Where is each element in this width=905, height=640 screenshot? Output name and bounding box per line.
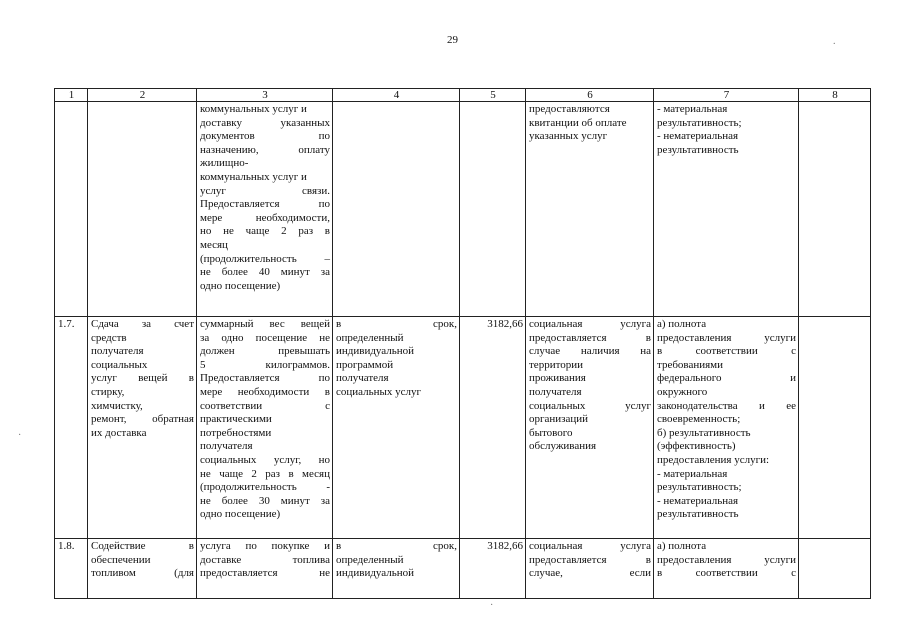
cell-text-line: средств xyxy=(91,331,127,344)
cell-text-line: индивидуальной xyxy=(336,345,415,358)
cell-text-line: одно посещение) xyxy=(200,279,281,292)
cell-text-line: но не чаще 2 раз в xyxy=(200,225,330,238)
cell-text-line: социальных услуг xyxy=(529,399,651,412)
cell-text-line: социальная услуга xyxy=(529,318,651,330)
cell-tariff xyxy=(460,102,526,317)
cell-conditions xyxy=(526,539,654,599)
cell-service-name xyxy=(88,539,197,599)
cell-text-line: а) полнота xyxy=(657,540,707,552)
cell-text-line: обслуживания xyxy=(529,440,597,453)
cell-text-line: получателя xyxy=(91,345,144,358)
cell-text-line: практическими xyxy=(200,413,272,426)
cell-description xyxy=(197,317,333,539)
cell-text-line: случае, если xyxy=(529,567,651,580)
cell-text-line: одно посещение) xyxy=(200,508,281,521)
services-table xyxy=(54,88,871,599)
cell-text-line: бытового xyxy=(529,426,573,439)
cell-text-line: не более 40 минут за xyxy=(200,266,330,279)
cell-text-line: ремонт, обратная xyxy=(91,413,194,426)
cell-text-line: мере необходимости, xyxy=(200,211,330,224)
cell-text-line: предоставляется не xyxy=(200,567,330,580)
cell-text-line: не более 30 минут за xyxy=(200,494,330,507)
cell-text-line: предоставления услуги xyxy=(657,331,796,344)
cell-text-line: б) результативность xyxy=(657,426,751,439)
cell-service-name xyxy=(88,317,197,539)
column-number-cell: 4 xyxy=(333,89,460,102)
cell-text-line: суммарный вес вещей xyxy=(200,318,330,330)
cell-text-line: предоставляется в xyxy=(529,331,651,344)
cell-text-line: потребностями xyxy=(200,426,272,439)
cell-text-line: социальных услуг, но xyxy=(200,453,330,466)
cell-text-line: коммунальных услуг и xyxy=(200,103,307,115)
cell-text-line: предоставления услуги: xyxy=(657,453,770,466)
cell-text-line: организаций xyxy=(529,413,589,426)
cell-text-line: социальная услуга xyxy=(529,540,651,552)
cell-text-line: получателя xyxy=(200,440,253,453)
cell-text-line: - материальная xyxy=(657,467,728,480)
column-number-row xyxy=(55,89,871,102)
table-row-1-8 xyxy=(55,539,871,599)
cell-deadline xyxy=(333,539,460,599)
cell-text-line: социальных услуг xyxy=(336,385,422,398)
cell-text-line: получателя xyxy=(529,385,582,398)
cell-text-line: их доставка xyxy=(91,426,147,439)
cell-text-line: окружного xyxy=(657,385,708,398)
cell-text-line: результативность; xyxy=(657,116,742,129)
cell-text-line: в соответствии с xyxy=(657,567,796,580)
cell-text-line: топливом (для xyxy=(91,567,194,580)
cell-text-line: жилищно- xyxy=(200,157,249,170)
cell-text-line: получателя xyxy=(336,372,389,385)
cell-text-line: (продолжительность – xyxy=(200,252,330,265)
cell-text-line: своевременность; xyxy=(657,413,741,426)
cell-tariff: 3182,66 xyxy=(460,539,526,599)
cell-text-line: определенный xyxy=(336,553,404,566)
cell-text-line: социальных xyxy=(91,358,148,371)
column-number-cell: 2 xyxy=(88,89,197,102)
cell-text-line: услуга по покупке и xyxy=(200,540,330,552)
cell-text-line: должен превышать xyxy=(200,345,330,358)
scan-speck: . xyxy=(833,36,836,47)
cell-text-line: случае наличия на xyxy=(529,345,651,358)
cell-text-line: квитанции об оплате xyxy=(529,116,627,129)
cell-text-line: назначению, оплату xyxy=(200,143,330,156)
column-number-cell: 8 xyxy=(799,89,871,102)
cell-tariff: 3182,66 xyxy=(460,317,526,539)
cell-text-line: предоставления услуги xyxy=(657,553,796,566)
cell-conditions xyxy=(526,317,654,539)
cell-quality-indicators xyxy=(654,317,799,539)
cell-text-line: территории xyxy=(529,358,584,371)
cell-text-line: обеспечении xyxy=(91,553,151,566)
cell-deadline xyxy=(333,317,460,539)
cell-text-line: мере необходимости в xyxy=(200,385,330,398)
cell-description xyxy=(197,102,333,317)
cell-text-line: проживания xyxy=(529,372,586,385)
cell-text-line: в срок, xyxy=(336,540,457,552)
cell-text-line: предоставляется в xyxy=(529,553,651,566)
scan-speck: · xyxy=(18,430,22,441)
cell-text-line: определенный xyxy=(336,331,404,344)
cell-number xyxy=(55,102,88,317)
cell-text-line: результативность xyxy=(657,143,739,156)
cell-quality-indicators xyxy=(654,539,799,599)
cell-description xyxy=(197,539,333,599)
column-number-cell: 3 xyxy=(197,89,333,102)
column-number-cell: 5 xyxy=(460,89,526,102)
cell-conditions xyxy=(526,102,654,317)
column-number-cell: 7 xyxy=(654,89,799,102)
cell-notes xyxy=(799,102,871,317)
cell-text-line: (эффективность) xyxy=(657,440,736,453)
cell-text-line: доставку указанных xyxy=(200,116,330,129)
cell-text-line: не чаще 2 раз в месяц xyxy=(200,467,330,480)
page-number: 29 xyxy=(447,34,458,46)
cell-text-line: Сдача за счет xyxy=(91,318,194,330)
cell-quality-indicators xyxy=(654,102,799,317)
cell-deadline xyxy=(333,102,460,317)
cell-text-line: требованиями xyxy=(657,358,724,371)
cell-text-line: указанных услуг xyxy=(529,130,608,143)
cell-text-line: программой xyxy=(336,358,394,371)
cell-service-name xyxy=(88,102,197,317)
cell-text-line: Предоставляется по xyxy=(200,198,330,211)
cell-text-line: - нематериальная xyxy=(657,130,739,143)
cell-text-line: а) полнота xyxy=(657,318,707,330)
cell-notes xyxy=(799,539,871,599)
cell-text-line: стирку, xyxy=(91,385,125,398)
column-number-cell: 6 xyxy=(526,89,654,102)
cell-text-line: предоставляются xyxy=(529,103,610,115)
cell-text-line: результативность xyxy=(657,508,739,521)
cell-text-line: федерального и xyxy=(657,372,796,385)
cell-notes xyxy=(799,317,871,539)
cell-text-line: документов по xyxy=(200,130,330,143)
cell-text-line: химчистку, xyxy=(91,399,143,412)
cell-text-line: Содействие в xyxy=(91,540,194,552)
cell-text-line: в соответствии с xyxy=(657,345,796,358)
cell-text-line: индивидуальной xyxy=(336,567,415,580)
column-number-cell: 1 xyxy=(55,89,88,102)
cell-text-line: услуг вещей в xyxy=(91,372,194,385)
cell-number: 1.7. xyxy=(55,317,88,539)
cell-text-line: месяц xyxy=(200,238,228,251)
cell-text-line: результативность; xyxy=(657,481,742,494)
table-row-1-7 xyxy=(55,317,871,539)
cell-text-line: - материальная xyxy=(657,103,728,115)
cell-text-line: за одно посещение не xyxy=(200,331,330,344)
cell-text-line: доставке топлива xyxy=(200,553,330,566)
cell-text-line: 5 килограммов. xyxy=(200,358,330,371)
cell-text-line: - нематериальная xyxy=(657,494,739,507)
cell-text-line: законодательства и ее xyxy=(657,399,796,412)
table-row-continued xyxy=(55,102,871,317)
cell-text-line: (продолжительность - xyxy=(200,481,330,494)
cell-text-line: соответствии с xyxy=(200,399,330,412)
scan-speck: · xyxy=(490,600,494,611)
cell-text-line: услуг связи. xyxy=(200,184,330,197)
cell-number: 1.8. xyxy=(55,539,88,599)
cell-text-line: коммунальных услуг и xyxy=(200,170,307,183)
cell-text-line: Предоставляется по xyxy=(200,372,330,385)
cell-text-line: в срок, xyxy=(336,318,457,330)
